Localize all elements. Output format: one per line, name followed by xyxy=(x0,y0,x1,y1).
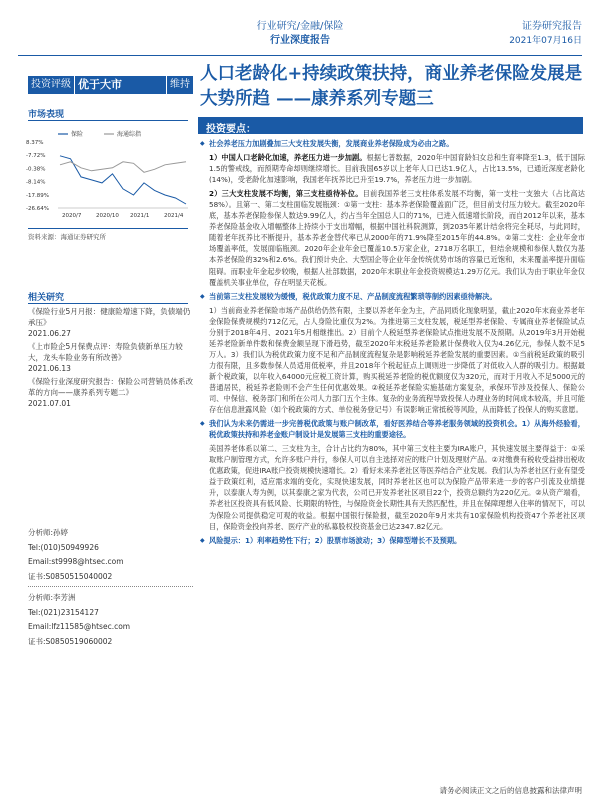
related-title: 相关研究 xyxy=(28,293,65,303)
analyst-cert: 证书:S0850515040002 xyxy=(28,571,113,581)
key-points-label: 投资要点： xyxy=(206,124,256,135)
y-tick-label: -7.72% xyxy=(26,153,46,160)
y-tick-label: -0.38% xyxy=(26,166,46,173)
related-item[interactable]: 《保险行业5月月报：健康险增速下降，负债端仍承压》 xyxy=(28,307,191,327)
analyst-block xyxy=(28,526,193,649)
header-report-type: 行业深度报告 xyxy=(270,35,330,46)
para-1: 1）中国人口老龄化加速，养老压力进一步加剧。根据七普数据，2020年中国育龄妇女总和生育率降至1.3，低于国际1.5的警戒线，而预期寿命却则继续增长。目前我国65岁以上老年人口已达1.9亿人，占比13.5%，已通近深度老龄化(14%)，受老龄化加速影响，我国老年抚养比已升至19.7%，养老压力进一步加剧。 xyxy=(209,153,585,185)
para-2: 2）三大支柱发展不均衡，第三支柱亟待补位。目前我国养老三支柱体系发展不均衡，第一支柱一支独大（占比高达58%）。且第一、第二支柱面临发展瓶颈：①第一支柱：基本养老保险覆盖面广泛，但目前支付压力较大。截至2020年底，基本养老保险参保人数达9.99亿人，约占当年全国总人口的71%，已进入低速增长阶段，而自2012年以来，基本养老保险基金收入增幅整体上持续小于支出增幅，根据中国社科院测算，到2035年累计结余将完全耗尽，与此同时，随着老年抚养比不断提升，基本养老金替代率已从2000年的71.9%降至2015年的44.8%。②第二支柱：企业年金市场覆盖率低，发展面临瓶颈。2020年企业年金已覆盖10.5万家企业，2718万名职工，但结余规模和参保人数仅为基本养老保险的32%和2.6%。我们预计央企、大型国企等企业年金传统优势市场的容量已近饱和，未来覆盖率提升面临阻碍。而职业年金起步较晚，根据人社部数据，2020年末职业年金投资规模达1.29万亿元。我们认为由于职业年金仅覆盖机关事业单位，存在明显天花板。 xyxy=(209,189,585,287)
x-tick-label: 2021/1 xyxy=(130,213,150,219)
report-title: 人口老龄化+持续政策扶持，商业养老保险发展是大势所趋 ——康养系列专题三 xyxy=(200,64,583,109)
analyst-name: 分析师:李芳洲 xyxy=(28,593,76,602)
related-divider xyxy=(28,303,188,304)
key-points-body xyxy=(200,138,585,549)
para-4: 美国养老体系以第二、三支柱为主，合计占比约为80%，其中第三支柱主要为IRA账户，其快速发展主要得益于：①采取账户制管理方式，允许多账户并行，参保人可以自主选择对应的账户计划及理财产品。②对缴费有税收受益排出税收优惠政策，促进IRA账户投资规模快速增长。2）看好未来养老社区等医养结合产业发展。我们认为养老社区行业有望受益于政策红利，适应需求端的变化，实现快速发展，同时养老社区也可以为保险产品带来进一步的客户引流及业绩提升，以泰康人寿为例，以其泰康之家为代表，公司已开发养老社区项目22个，投资总额约为220亿元。②从资产端看，养老社区投资具有低风险、长期限的特性，与保险资金长期性具有天然匹配性，并且在保障理想入住率的情况下，可以为保险公司提供稳定可观的收益。根据中国银行保险报，截至2020年9月末共有10家保险机构投资47个养老社区项目，保险资金投向养老、医疗产业的私募股权投资基金已达2347.82亿元。 xyxy=(209,444,585,531)
rating-action: 维持 xyxy=(166,76,193,94)
key-points-bar xyxy=(198,117,583,134)
y-tick-label: 8.37% xyxy=(26,140,44,146)
source-divider xyxy=(28,228,188,229)
chart-source: 资料来源：海通证券研究所 xyxy=(28,233,106,241)
legend-index: 海通综指 xyxy=(117,131,142,138)
y-tick-label: -26.64% xyxy=(26,206,49,212)
para-3: 1）当前商业养老保险市场产品供给仍然有限，主要以养老年金为主，产品同质化现象明显，截止2020年末商业养老年金保险保费规模约712亿元，占人身险比重仅为2%。为推进第三支柱发展，税延型养老保险、专属商业养老保险试点分别于2018年4月、2021年5月相继推出。2）目前个人税延型养老保险试点推进发展不及预期。从2019年3月开始税延养老险新单件数和保费金额呈现下滑趋势，截至2020年末税延养老险累计保费收入仅为4.26亿元，参保人数不足5万人。3）我们认为税优政策力度不足和产品制度流程复杂是影响税延养老险发展的重要因素。①当前税延政策的吸引力很有限，且多数参保人员适用低税率，并且2018年个税起征点上调则进一步降低了对低收入人群的吸引力。根据最新个税政策，以年收入64000元应税工资计算，购买税延养老险的税优额度仅为320元，而对于月收入不足5000元的普通居民，税延养老险则不会产生任何优惠效果。②税延养老保险实施基础方案复杂，承保环节涉及投保人、保险公司、中保信、税务部门和所在公司人力部门五个主体。复杂的业务流程导致投保人办理业务的时间成本较高，并且可能存在信息泄露风险（如个税政策的方式、单位税务登记号）有误影响正常抵税等风险，从而降低了投保人的购买意愿。 xyxy=(209,305,585,415)
bullet-4: ◆ 风险提示：1）利率趋势性下行；2）股票市场波动；3）保障型增长不及预期。 xyxy=(200,535,585,546)
rating-bar xyxy=(28,76,193,94)
analyst-divider xyxy=(28,586,193,587)
series-line-0 xyxy=(60,156,186,204)
header-center xyxy=(210,20,390,48)
analyst-tel: Tel:(010)50949926 xyxy=(28,542,99,552)
legend-insurance: 保险 xyxy=(71,131,84,138)
x-tick-label: 2020/7 xyxy=(62,213,82,219)
related-item[interactable]: 《保险行业深度研究报告：保险公司营销员体系改革的方向——康养系列专题二》 xyxy=(28,377,193,397)
related-date: 2021.06.27 xyxy=(28,329,71,338)
footer-disclaimer: 请务必阅读正文之后的信息披露和法律声明 xyxy=(439,786,582,795)
x-tick-label: 2021/4 xyxy=(164,213,184,219)
rating-value: 优于大市 xyxy=(74,76,125,94)
analyst-name: 分析师:孙婷 xyxy=(28,528,69,537)
bullet-3: ◆ 我们认为未来仍需进一步完善税优政策与账户制改革，看好医养结合等养老服务领域的投资机会。1）从海外经验看，税优政策扶持和养老金账户制设计是发展第三支柱的重要途径。 xyxy=(200,418,585,440)
y-tick-label: -17.89% xyxy=(26,192,49,199)
y-tick-label: -8.14% xyxy=(26,179,46,186)
rating-label: 投资评级 xyxy=(31,79,71,90)
market-title: 市场表现 xyxy=(28,110,65,120)
header-category: 行业研究/金融/保险 xyxy=(256,21,344,32)
header-date: 2021年07月16日 xyxy=(509,36,582,46)
series-line-1 xyxy=(60,162,186,173)
header-divider xyxy=(18,55,582,56)
analyst-email[interactable]: Email:lfz11585@htsec.com xyxy=(28,622,131,631)
related-list xyxy=(28,306,193,411)
related-date: 2021.07.01 xyxy=(28,399,71,408)
market-divider xyxy=(28,120,188,121)
header-doc-type: 证券研究报告 xyxy=(522,21,582,32)
header-right xyxy=(509,20,582,48)
bullet-1: ◆ 社会养老压力加剧叠加三大支柱发展失衡，发展商业养老保险成为必由之路。 xyxy=(200,138,585,149)
bullet-2: ◆ 当前第三支柱发展较为缓慢，税优政策力度不足、产品制度流程繁琐等制约因素亟待解决。 xyxy=(200,291,585,302)
analyst-cert: 证书:S0850519060002 xyxy=(28,636,113,646)
market-chart xyxy=(26,124,191,224)
analyst-tel: Tel:(021)23154127 xyxy=(28,607,99,617)
analyst-email[interactable]: Email:st9998@htsec.com xyxy=(28,557,124,566)
related-date: 2021.06.13 xyxy=(28,364,71,373)
x-tick-label: 2020/10 xyxy=(96,213,119,219)
related-item[interactable]: 《上市险企5月保费点评：寿险负债新单压力较大，龙头车险业务有所改善》 xyxy=(28,342,183,362)
